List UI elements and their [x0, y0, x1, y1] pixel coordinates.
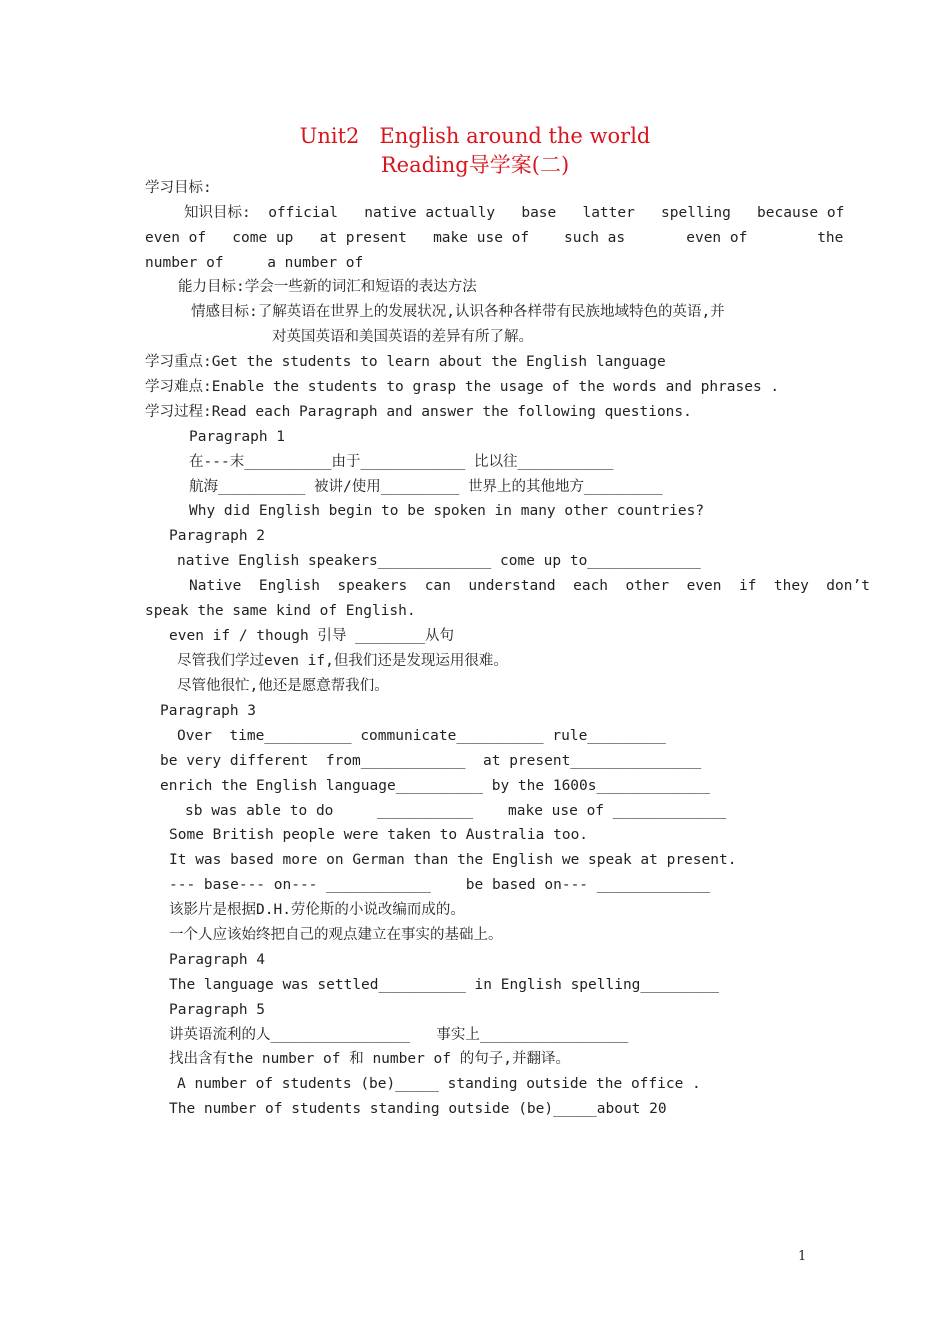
p4-phrases: The language was settled__________ in English spelling_________ — [169, 977, 719, 993]
paragraph-5-heading: Paragraph 5 — [169, 1002, 266, 1018]
learning-process: 学习过程:Read each Paragraph and answer the following questions. — [145, 404, 692, 420]
p3-phrases-line4: sb was able to do ___________ make use of _____________ — [185, 803, 727, 819]
p3-sentence-2: It was based more on German than the English we speak at present. — [169, 852, 737, 868]
p2-phrases: native English speakers_____________ come up to_____________ — [177, 553, 701, 569]
difficult-point: 学习难点:Enable the students to grasp the usage of the words and phrases . — [145, 379, 780, 395]
p5-sentence-1: A number of students (be)_____ standing outside the office . — [177, 1076, 701, 1092]
p5-task: 找出含有the number of 和 number of 的句子,并翻译。 — [169, 1051, 570, 1067]
key-point: 学习重点:Get the students to learn about the English language — [145, 354, 666, 370]
paragraph-4-heading: Paragraph 4 — [169, 952, 266, 968]
p3-base-on: --- base--- on--- ____________ be based on--- _____________ — [169, 877, 711, 893]
p2-even-if: even if / though 引导 ________从句 — [169, 628, 454, 644]
p2-translate-1: 尽管我们学过even if,但我们还是发现运用很难。 — [177, 653, 508, 669]
ability-objective: 能力目标:学会一些新的词汇和短语的表达方法 — [178, 279, 477, 295]
p1-phrases-line1: 在---末__________由于____________ 比以往___________ — [189, 454, 614, 470]
p1-phrases-line2: 航海__________ 被讲/使用_________ 世界上的其他地方_________ — [189, 479, 663, 495]
paragraph-2-heading: Paragraph 2 — [169, 528, 266, 544]
p3-sentence-1: Some British people were taken to Australia too. — [169, 827, 589, 843]
p3-translate-2: 一个人应该始终把自己的观点建立在事实的基础上。 — [169, 927, 503, 943]
page-number: 1 — [798, 1249, 807, 1264]
knowledge-objective: 知识目标: official native actually base latter spelling because of — [184, 205, 845, 221]
title-unit: Unit2 English around the world — [299, 124, 651, 148]
paragraph-3-heading: Paragraph 3 — [160, 703, 257, 719]
p3-phrases-line1: Over time__________ communicate__________ rule_________ — [177, 728, 666, 744]
emotion-objective-cont: 对英国英语和美国英语的差异有所了解。 — [272, 329, 533, 345]
p5-phrases: 讲英语流利的人________________ 事实上_________________ — [169, 1027, 629, 1043]
knowledge-objective-cont2: number of a number of — [145, 255, 364, 271]
p3-phrases-line2: be very different from____________ at present_______________ — [160, 753, 702, 769]
p3-translate-1: 该影片是根据D.H.劳伦斯的小说改编而成的。 — [169, 902, 465, 918]
paragraph-1-heading: Paragraph 1 — [189, 429, 286, 445]
p5-sentence-2: The number of students standing outside (be)_____about 20 — [169, 1101, 667, 1117]
p2-sentence: Native English speakers can understand each other even if they don’t — [189, 578, 870, 594]
p2-translate-2: 尽管他很忙,他还是愿意帮我们。 — [177, 678, 389, 694]
objectives-heading: 学习目标: — [145, 180, 212, 196]
p1-question: Why did English begin to be spoken in many other countries? — [189, 503, 705, 519]
knowledge-objective-cont: even of come up at present make use of such as even of the — [145, 230, 844, 246]
p2-sentence-cont: speak the same kind of English. — [145, 603, 416, 619]
emotion-objective: 情感目标:了解英语在世界上的发展状况,认识各种各样带有民族地域特色的英语,并 — [191, 304, 725, 320]
p3-phrases-line3: enrich the English language__________ by the 1600s_____________ — [160, 778, 710, 794]
title-reading: Reading导学案(二) — [380, 153, 570, 177]
